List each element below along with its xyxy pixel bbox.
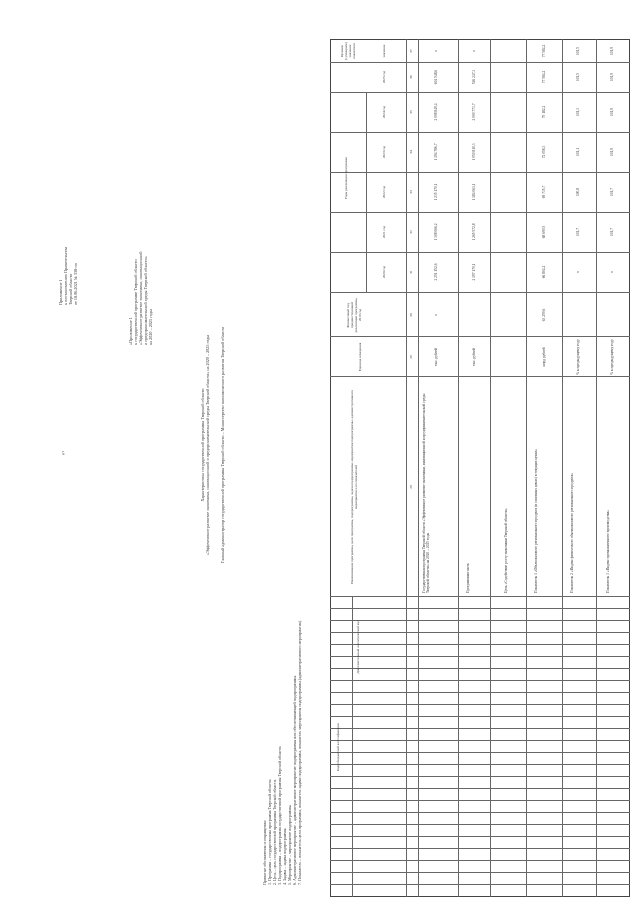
doc-subtitle: «Эффективное развитие экономики, инновационной и предпринимательской среды Тверской области» на 2020 – 2025 годы <box>205 334 210 556</box>
legend-line: 7. Показатель – показатель цели программы, показатель задачи подпрограммы, показатель мероприятия подпрограммы (административного мероприятия). <box>297 619 302 885</box>
grid-line <box>330 252 630 253</box>
appendix-block <box>58 247 78 305</box>
grid-line <box>330 788 630 789</box>
row-value: 68 690,5 <box>542 225 546 239</box>
row-value: 1 265 572,8 <box>472 223 476 241</box>
grid-line <box>330 172 630 173</box>
grid-line <box>330 680 630 681</box>
header-analytic-code: Дополнительный аналитический код <box>356 620 360 674</box>
row-value: х <box>610 271 614 273</box>
header-base-year: Финансовый год, предшествующий реализации программы, 2019 год <box>346 297 362 333</box>
header-years: Годы реализации программы <box>344 157 348 199</box>
grid-line <box>562 39 563 897</box>
grid-line <box>330 860 630 861</box>
grid-line <box>330 656 630 657</box>
header-year: 2021 год <box>382 225 386 239</box>
col-number: 30 <box>409 313 413 317</box>
legend-line: Принятые обозначения и сокращения: <box>262 819 267 885</box>
row-value: 2 008 849,4 <box>434 103 438 121</box>
row-value: 1 235 170,1 <box>434 183 438 201</box>
legend-line: 2. Цель – цель государственной программы Тверской области. <box>272 779 277 885</box>
row-value: 101,5 <box>576 72 580 82</box>
grid-line <box>330 336 630 337</box>
row-value: 101,9 <box>610 72 614 82</box>
col-number: 33 <box>409 190 413 194</box>
grid-line <box>330 212 630 213</box>
grid-line <box>526 39 527 897</box>
row-value: 101,1 <box>576 147 580 157</box>
legend-line: 5. Мероприятие – мероприятие подпрограммы. <box>287 804 292 885</box>
col-number: 37 <box>409 49 413 53</box>
grid-line <box>330 596 630 597</box>
grid-line <box>406 39 407 897</box>
grid-line <box>330 812 630 813</box>
row-value: х <box>576 271 580 273</box>
grid-line <box>330 776 630 777</box>
row-base: 63 259,6 <box>542 308 546 322</box>
row-target: х <box>434 50 438 52</box>
row-value: 101,7 <box>576 227 580 237</box>
grid-line <box>352 597 353 897</box>
row-value: 604 548,6 <box>434 69 438 85</box>
table-border <box>330 39 630 897</box>
legend-line: 3. Подпрограмма – подпрограмма государственной программы Тверской области. <box>277 745 282 885</box>
row-value: 2 197 170,1 <box>472 263 476 281</box>
appendix-line: к постановлению Правительства <box>63 246 68 305</box>
legend-line: 4. Задача – задача подпрограммы. <box>282 827 287 885</box>
row-value: 526 247,3 <box>472 69 476 85</box>
row-value: 69 735,7 <box>542 185 546 199</box>
header-codes: Коды бюджетной классификации <box>336 722 340 772</box>
header-name: Наименование программы, цели программы, подпрограммы, задачи подпрограммы, мероприятия подпрограммы, административного мероприятия и их показателей <box>350 390 358 584</box>
appendix2-line: и предпринимательской среды Тверской области» <box>143 256 148 345</box>
page-number: 5 <box>62 452 65 457</box>
grid-line <box>418 39 419 897</box>
row-value: 100,8 <box>576 187 580 197</box>
row-base: х <box>434 314 438 316</box>
row-value: 101,7 <box>610 227 614 237</box>
row-value: 2 000 773,7 <box>472 103 476 121</box>
col-number: 36 <box>409 75 413 79</box>
header-unit: Единица измерения <box>358 342 362 372</box>
row-name: Показатель 2 «Индекс физического объема валового регионального продукта» <box>570 472 574 593</box>
row-target: х <box>472 50 476 52</box>
legend-line: 1. Программа – государственная программа Тверской области. <box>267 778 272 885</box>
grid-line <box>330 848 630 849</box>
grid-line <box>330 752 630 753</box>
row-value: 101,7 <box>610 187 614 197</box>
row-value: 101,3 <box>576 107 580 117</box>
row-unit: тыс. рублей <box>472 348 476 366</box>
col-number: 28 <box>409 485 413 489</box>
row-value: 1 050 810,3 <box>472 143 476 161</box>
grid-line <box>330 62 630 63</box>
grid-line <box>330 704 630 705</box>
appendix2-line: «Эффективное развитие экономики, инновационной <box>138 251 143 345</box>
appendix-line: Тверской области <box>68 273 73 305</box>
characteristics-table <box>330 39 630 897</box>
grid-line <box>490 39 491 897</box>
row-unit: % к предыдущему году <box>610 339 614 375</box>
grid-line <box>330 824 630 825</box>
grid-line <box>330 884 630 885</box>
row-value: 1 308 066,2 <box>434 223 438 241</box>
grid-line <box>596 39 597 897</box>
grid-line <box>330 608 630 609</box>
row-value: 77 584,2 <box>542 70 546 84</box>
row-value: 66 804,2 <box>542 265 546 279</box>
header-year: 2024 год <box>382 105 386 119</box>
row-name: Государственная программа Тверской области «Эффективное развитие экономики, инновационной и предпринимательской среды Тверской области» на 2020 – 2025 годы <box>422 393 430 593</box>
grid-line <box>330 740 630 741</box>
legend <box>262 620 302 885</box>
grid-line <box>330 632 630 633</box>
header-year: 2020 год <box>382 265 386 279</box>
row-name: Цель «Содействие росту экономики Тверской области» <box>504 508 508 593</box>
row-value: 75 182,2 <box>542 105 546 119</box>
row-target: 77 584,2 <box>542 44 546 58</box>
grid-line <box>330 668 630 669</box>
col-number: 29 <box>409 355 413 359</box>
appendix-line: от 18.06.2021 № 338-пп <box>73 262 78 305</box>
row-name: Программная часть <box>466 563 470 593</box>
grid-line <box>330 764 630 765</box>
header-year: 2022 год <box>382 185 386 199</box>
header-year: 2023 год <box>382 145 386 159</box>
col-number: 35 <box>409 110 413 114</box>
appendix2-line: на 2020 – 2025 годы <box>148 309 153 345</box>
col-number: 32 <box>409 230 413 234</box>
row-value: 72 058,3 <box>542 145 546 159</box>
appendix2-block <box>128 252 153 345</box>
appendix2-line: к государственной программе Тверской области <box>133 259 138 345</box>
row-value: 1 184 063,1 <box>472 183 476 201</box>
grid-line <box>366 93 367 293</box>
grid-line <box>330 692 630 693</box>
grid-line <box>330 92 630 93</box>
grid-line <box>330 716 630 717</box>
row-value: 2 251 152,6 <box>434 263 438 281</box>
grid-line <box>330 620 630 621</box>
row-name: Показатель 3 «Индекс промышленного производства» <box>606 510 610 593</box>
row-target: 101,5 <box>576 46 580 56</box>
grid-line <box>330 376 630 377</box>
header-target: Целевое (суммарное) значение показателя <box>340 42 356 60</box>
col-number: 34 <box>409 150 413 154</box>
grid-line <box>330 292 630 293</box>
doc-administrator: Главный администратор государственной программы Тверской области – Министерство экономического развития Тверской области <box>220 326 225 564</box>
row-unit: % к предыдущему году <box>576 339 580 375</box>
row-unit: млрд рублей <box>542 347 546 367</box>
grid-line <box>330 728 630 729</box>
grid-line <box>330 836 630 837</box>
row-name: Показатель 1 «Объем валового регионального продукта (в основных ценах) в текущих ценах» <box>534 448 538 593</box>
header-target-value: значение <box>382 44 386 58</box>
grid-line <box>330 872 630 873</box>
row-value: 101,9 <box>610 107 614 117</box>
col-number: 31 <box>409 270 413 274</box>
doc-title: Характеристика государственной программы Тверской области <box>200 388 205 502</box>
header-year: 2025 год <box>382 70 386 84</box>
appendix-line: Приложение 1 <box>58 279 63 305</box>
row-value: 101,9 <box>610 147 614 157</box>
grid-line <box>330 800 630 801</box>
grid-line <box>330 644 630 645</box>
row-unit: тыс. рублей <box>434 348 438 366</box>
appendix2-line: «Приложение 1 <box>128 317 133 345</box>
legend-line: 6. Административное мероприятие – административное мероприятие подпрограммы или обеспечивающей подпрограммы. <box>292 674 297 885</box>
grid-line <box>458 39 459 897</box>
row-target: 101,9 <box>610 46 614 56</box>
row-value: 1 194 786,7 <box>434 143 438 161</box>
grid-line <box>330 132 630 133</box>
